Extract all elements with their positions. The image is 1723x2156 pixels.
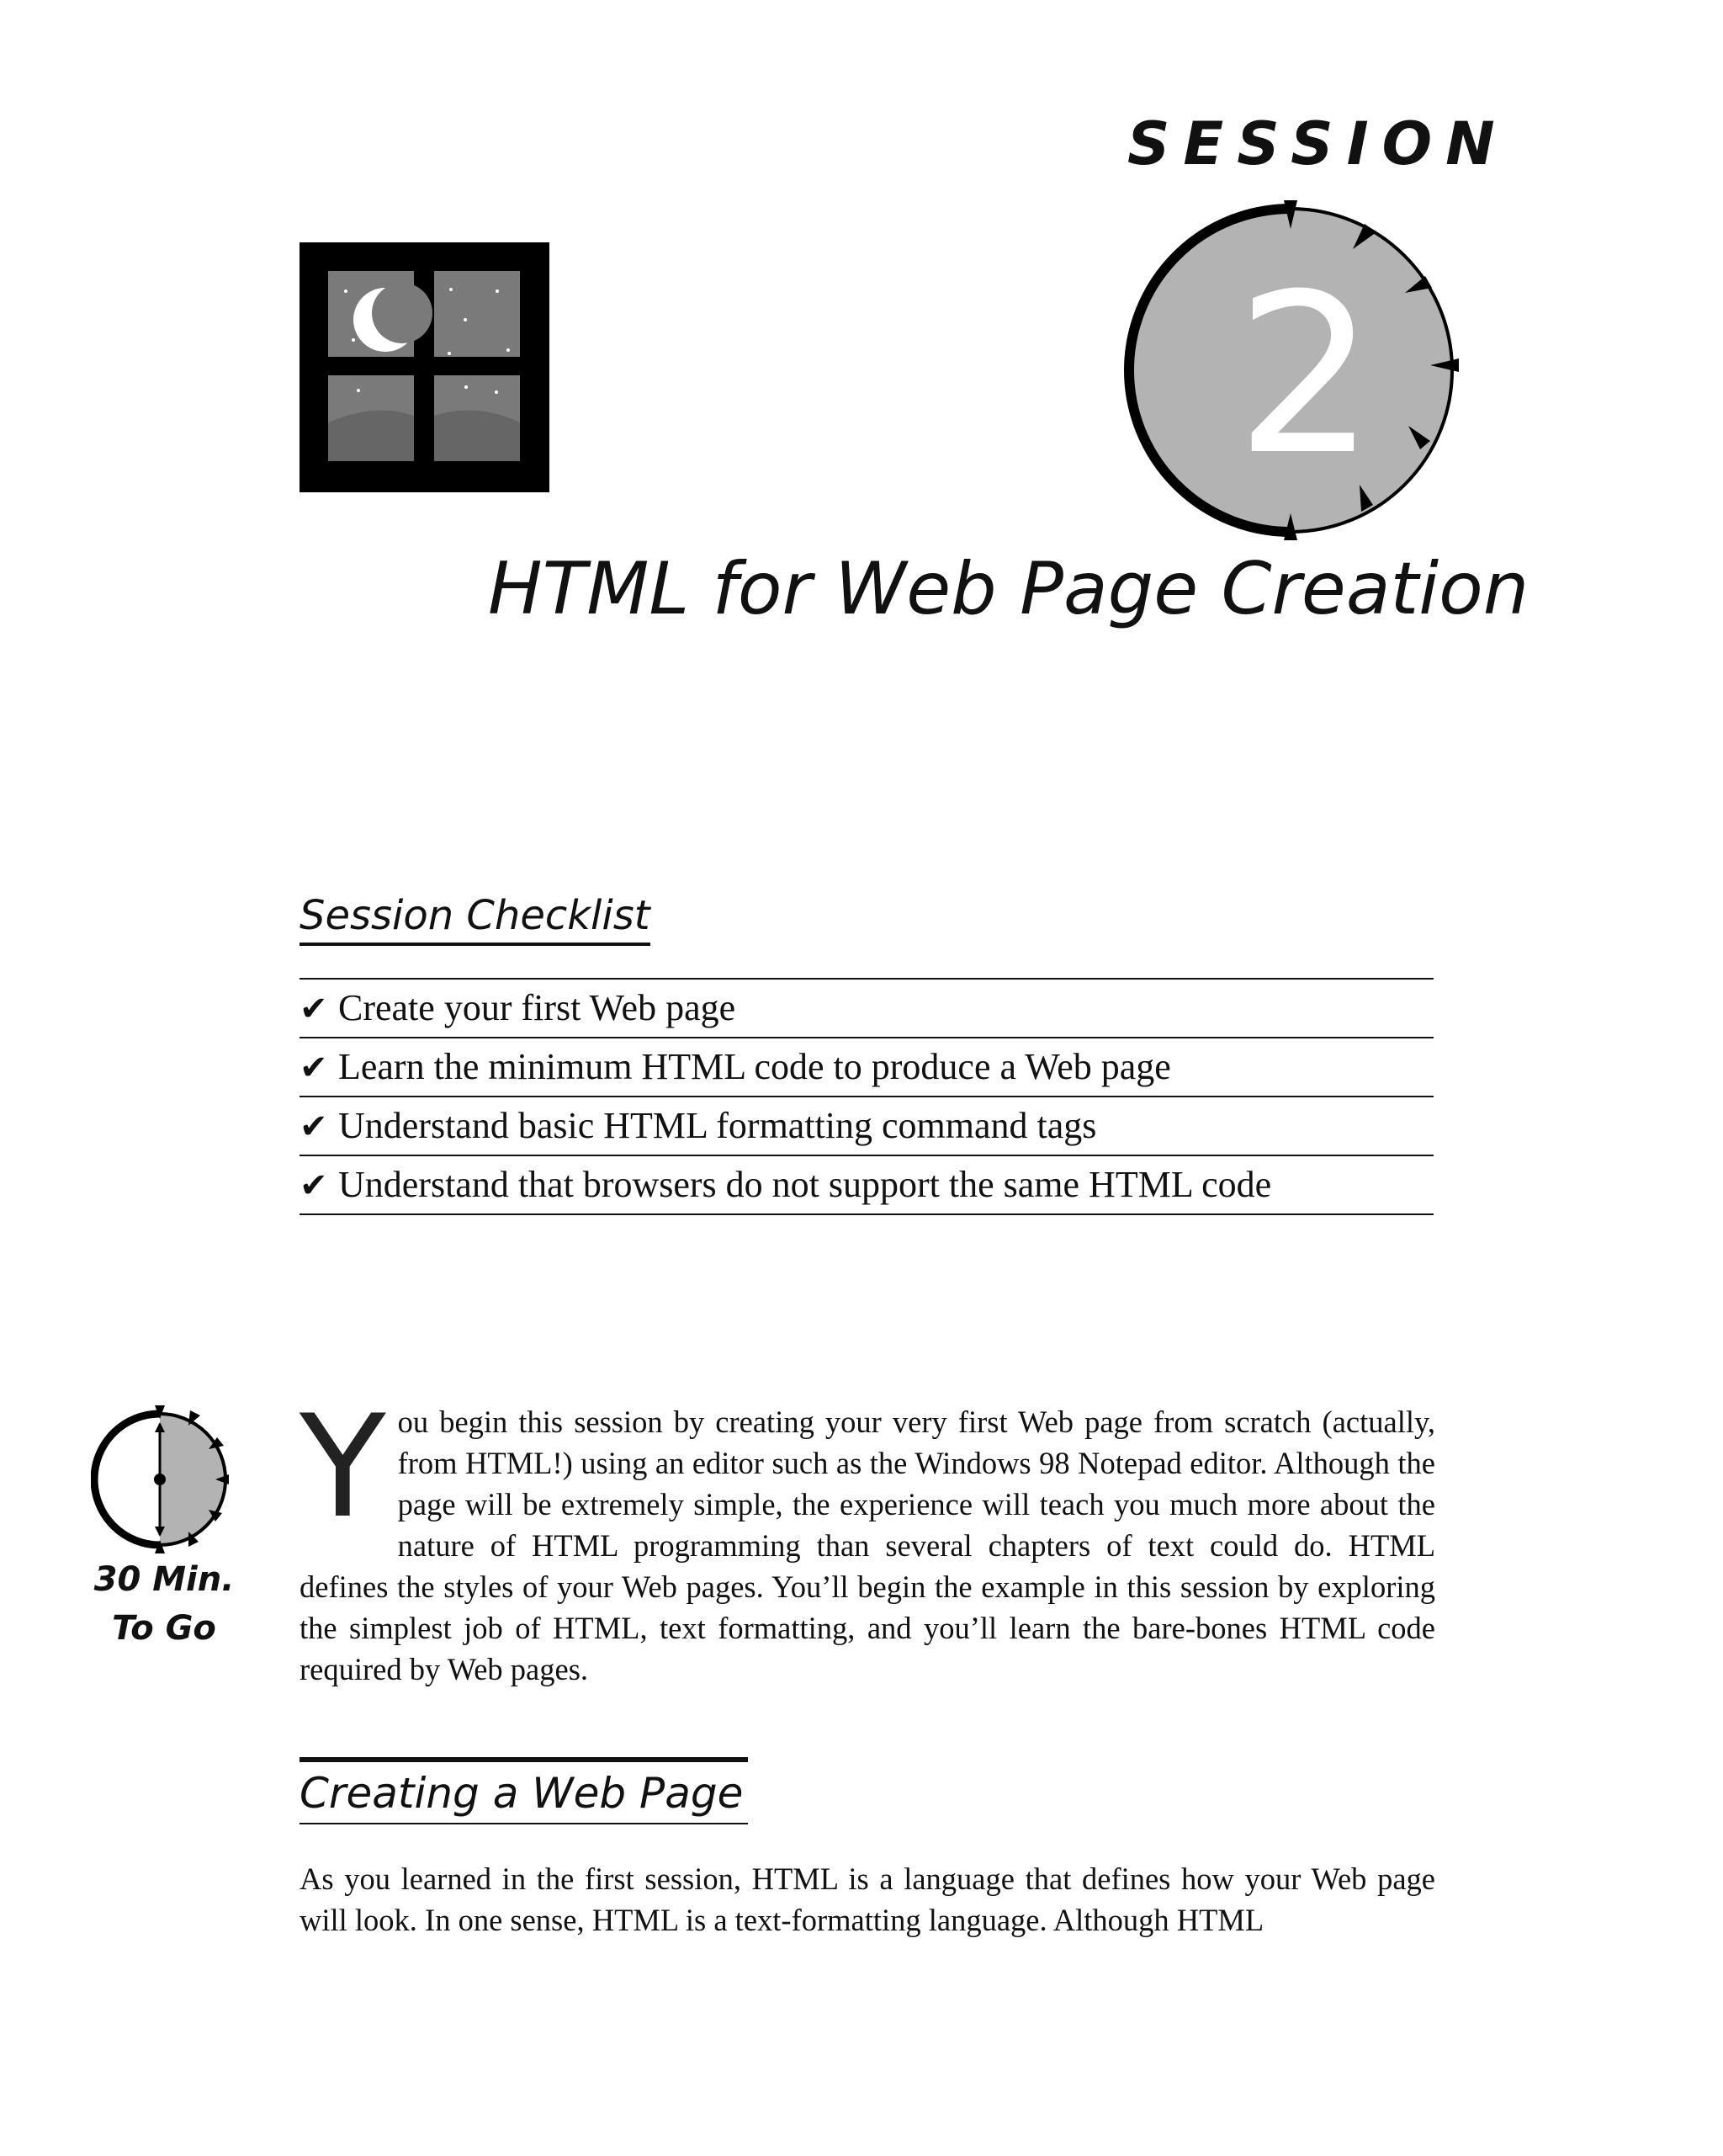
checkmark-icon: ✔ [300,990,328,1028]
time-remaining-caption [84,1555,244,1653]
checkmark-icon: ✔ [300,1107,328,1145]
checkmark-icon: ✔ [300,1049,328,1086]
time-line1: 30 Min. [93,1560,235,1599]
drop-cap: Y [300,1384,386,1549]
checkmark-icon: ✔ [300,1166,328,1204]
session-label: SESSION [1127,109,1508,178]
checklist-heading: Session Checklist [300,892,650,946]
clock-dial-icon [1107,195,1476,549]
checklist-item [300,1038,1434,1097]
timer-icon [91,1404,242,1555]
time-line2: To Go [112,1609,216,1648]
checklist-item-text: Create your first Web page [338,987,736,1028]
body-paragraph: As you learned in the first session, HTML is a language that defines how your Web page will look. In one sense, HTML is a text-formatting language. Although HTML [300,1861,1435,1937]
section-heading: Creating a Web Page [300,1757,748,1824]
session-number-badge [1107,195,1476,549]
checklist-item [300,1097,1434,1156]
checklist-item-text: Understand basic HTML formatting command tags [338,1105,1097,1146]
session-checklist [300,978,1434,1215]
night-window-icon [300,242,549,492]
checklist-item [300,980,1434,1038]
intro-text: ou begin this session by creating your very first Web page from scratch (actually, from HTML!) using an editor such as the Windows 98 Notepad editor. Although the page will be extremely simple, the experience will teach you much more about the nature of HTML programming than several chapters of text could do. HTML defines the styles of your Web pages. You’ll begin the example in this session by exploring the simplest job of HTML, text formatting, and you’ll learn the bare-bones HTML code required by Web pages. [300,1405,1435,1686]
chapter-title: HTML for Web Page Creation [488,547,1529,631]
checklist-item-text: Learn the minimum HTML code to produce a Web page [338,1046,1171,1087]
session-number: 2 [1235,247,1376,503]
checklist-item-text: Understand that browsers do not support the same HTML code [338,1164,1272,1205]
checklist-item [300,1156,1434,1215]
intro-paragraph [300,1384,1435,1690]
